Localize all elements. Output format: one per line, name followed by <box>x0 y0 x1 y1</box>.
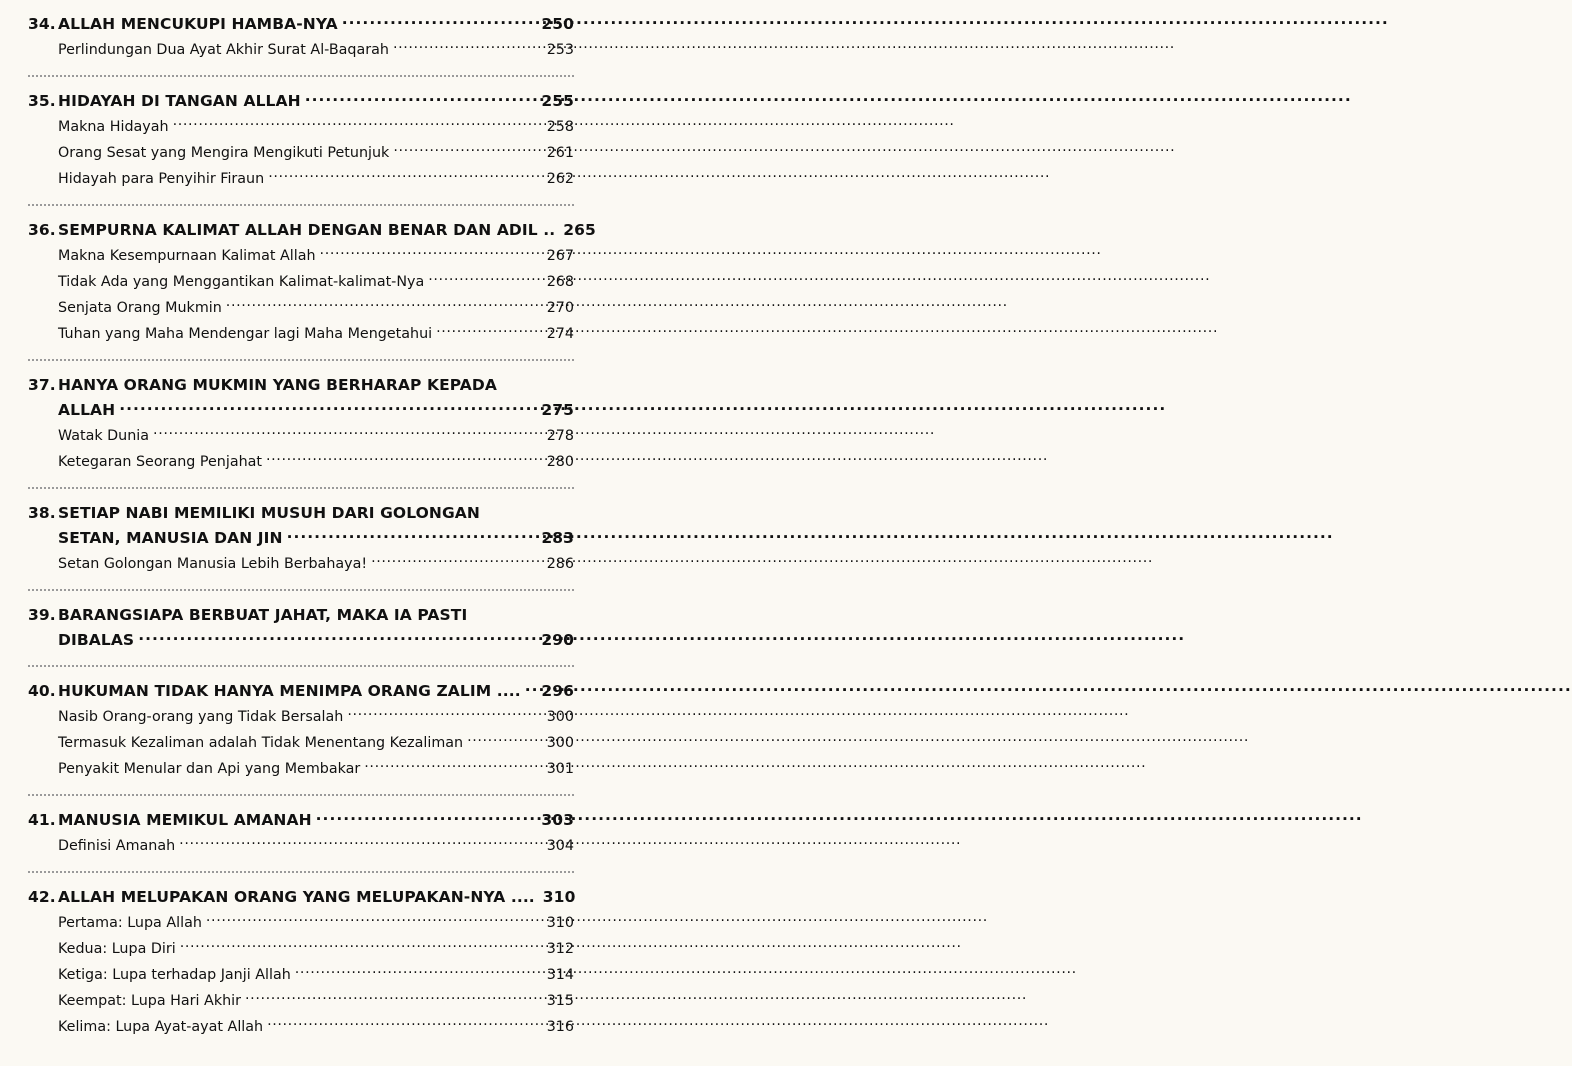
toc-subentry[interactable] <box>58 449 574 475</box>
dot-leader <box>305 91 538 107</box>
dot-leader <box>525 681 538 697</box>
subentry-title: Makna Kesempurnaan Kalimat Allah <box>58 248 316 264</box>
subentry-page-number: 316 <box>546 1019 574 1035</box>
toc-chapter <box>28 89 574 206</box>
subentry-page-number: 253 <box>546 42 574 58</box>
dot-leader <box>267 1017 543 1031</box>
subentry-page-number: 278 <box>546 428 574 444</box>
toc-chapter <box>28 885 574 1054</box>
chapter-number: 38. <box>28 504 56 522</box>
chapter-title: MANUSIA MEMIKUL AMANAH <box>58 811 312 829</box>
dot-leader <box>153 426 543 440</box>
chapter-page-number: 283 <box>541 529 574 547</box>
dot-leader <box>436 324 543 338</box>
chapter-number: 39. <box>28 606 56 624</box>
subentry-title: Ketegaran Seorang Penjahat <box>58 454 263 470</box>
chapter-heading[interactable] <box>28 603 574 653</box>
dot-leader <box>364 759 542 773</box>
subentry-title: Hidayah para Penyihir Firaun <box>58 171 265 187</box>
subentry-title: Kedua: Lupa Diri <box>58 941 176 957</box>
subentry-page-number: 304 <box>546 838 574 854</box>
chapter-heading[interactable] <box>28 501 574 551</box>
dot-leader <box>342 14 538 30</box>
chapter-title: HUKUMAN TIDAK HANYA MENIMPA ORANG ZALIM .... <box>58 682 521 700</box>
chapter-page-number: 275 <box>541 401 574 419</box>
toc-chapter <box>28 679 574 796</box>
toc-chapter <box>28 218 596 361</box>
chapter-page-number: 290 <box>541 631 574 649</box>
subentry-title: Termasuk Kezaliman adalah Tidak Menentang Kezaliman <box>58 735 464 751</box>
toc-page <box>0 0 600 1035</box>
subentry-title: Makna Hidayah <box>58 119 169 135</box>
dot-leader <box>180 939 543 953</box>
subentry-page-number: 301 <box>546 761 574 777</box>
chapter-heading[interactable] <box>28 373 574 423</box>
chapter-title: ALLAH MELUPAKAN ORANG YANG MELUPAKAN-NYA .... <box>58 888 535 906</box>
dot-leader <box>173 117 543 131</box>
subentry-page-number: 310 <box>546 915 574 931</box>
chapter-page-number: 255 <box>541 92 574 110</box>
subentry-title: Setan Golongan Manusia Lebih Berbahaya! <box>58 556 368 572</box>
dot-leader <box>226 298 543 312</box>
chapter-title-line1: BARANGSIAPA BERBUAT JAHAT, MAKA IA PASTI <box>58 606 468 624</box>
subentry-title: Keempat: Lupa Hari Akhir <box>58 993 242 1009</box>
dot-leader <box>119 400 537 416</box>
toc-subentry[interactable] <box>58 321 574 347</box>
chapter-page-number: 310 <box>542 888 576 906</box>
dot-leader <box>467 733 543 747</box>
chapter-page-number: 303 <box>541 811 574 829</box>
subentry-title: Watak Dunia <box>58 428 150 444</box>
subentry-title: Orang Sesat yang Mengira Mengikuti Petunjuk <box>58 145 390 161</box>
dot-leader <box>371 554 543 568</box>
chapter-page-number: 250 <box>541 15 574 33</box>
subentry-title: Penyakit Menular dan Api yang Membakar <box>58 761 361 777</box>
chapter-title: SEMPURNA KALIMAT ALLAH DENGAN BENAR DAN ADIL .. <box>58 221 556 239</box>
chapter-title-line1: SETIAP NABI MEMILIKI MUSUH DARI GOLONGAN <box>58 504 480 522</box>
subentry-title: Perlindungan Dua Ayat Akhir Surat Al-Baqarah <box>58 42 389 58</box>
dot-leader <box>393 143 542 157</box>
chapter-title: HIDAYAH DI TANGAN ALLAH <box>58 92 301 110</box>
toc-chapter <box>28 12 574 77</box>
subentry-page-number: 262 <box>546 171 574 187</box>
dot-leader <box>316 810 538 826</box>
subentry-title: Kelima: Lupa Ayat-ayat Allah <box>58 1019 264 1035</box>
dot-leader <box>266 452 543 466</box>
chapter-number: 40. <box>28 682 56 700</box>
chapter-number: 37. <box>28 376 56 394</box>
toc-chapter <box>28 501 574 591</box>
subentry-page-number: 261 <box>546 145 574 161</box>
subentry-title: Tuhan yang Maha Mendengar lagi Maha Mengetahui <box>58 326 433 342</box>
toc-chapter <box>28 603 574 667</box>
toc-chapter <box>28 808 574 873</box>
dot-leader <box>287 528 538 544</box>
subentry-page-number: 312 <box>546 941 574 957</box>
dot-leader <box>295 965 543 979</box>
dot-leader <box>428 272 542 286</box>
subentry-page-number: 300 <box>546 735 574 751</box>
toc-subentry[interactable] <box>58 37 574 63</box>
subentry-page-number: 268 <box>546 274 574 290</box>
chapter-number: 42. <box>28 888 56 906</box>
dot-leader <box>245 991 543 1005</box>
toc-subentry[interactable] <box>58 1014 574 1040</box>
dot-leader <box>206 913 543 927</box>
chapter-number: 34. <box>28 15 56 33</box>
toc-subentry[interactable] <box>58 551 574 577</box>
subentry-page-number: 270 <box>546 300 574 316</box>
subentry-page-number: 314 <box>546 967 574 983</box>
chapter-title-line1: HANYA ORANG MUKMIN YANG BERHARAP KEPADA <box>58 376 497 394</box>
chapter-number: 41. <box>28 811 56 829</box>
chapter-title-line2: DIBALAS <box>58 631 135 649</box>
subentry-page-number: 315 <box>546 993 574 1009</box>
subentry-title: Tidak Ada yang Menggantikan Kalimat-kalimat-Nya <box>58 274 425 290</box>
subentry-title: Pertama: Lupa Allah <box>58 915 202 931</box>
toc-subentry[interactable] <box>58 166 574 192</box>
dot-leader <box>393 40 543 54</box>
subentry-title: Senjata Orang Mukmin <box>58 300 222 316</box>
chapter-title: ALLAH MENCUKUPI HAMBA-NYA <box>58 15 338 33</box>
subentry-page-number: 274 <box>546 326 574 342</box>
subentry-title: Ketiga: Lupa terhadap Janji Allah <box>58 967 291 983</box>
subentry-title: Definisi Amanah <box>58 838 176 854</box>
subentry-page-number: 300 <box>546 709 574 725</box>
table-of-contents <box>28 12 596 1066</box>
chapter-title-line2: SETAN, MANUSIA DAN JIN <box>58 529 283 547</box>
toc-chapter <box>28 373 574 489</box>
dot-leader <box>347 707 542 721</box>
dot-leader <box>179 836 543 850</box>
chapter-number: 36. <box>28 221 56 239</box>
toc-subentry[interactable] <box>58 833 574 859</box>
subentry-page-number: 286 <box>546 556 574 572</box>
subentry-page-number: 258 <box>546 119 574 135</box>
subentry-page-number: 267 <box>546 248 574 264</box>
subentry-title: Nasib Orang-orang yang Tidak Bersalah <box>58 709 344 725</box>
chapter-page-number: 296 <box>541 682 574 700</box>
chapter-title-line2: ALLAH <box>58 401 116 419</box>
chapter-number: 35. <box>28 92 56 110</box>
chapter-page-number: 265 <box>563 221 596 239</box>
dot-leader <box>320 246 543 260</box>
subentry-page-number: 280 <box>546 454 574 470</box>
dot-leader <box>138 630 537 646</box>
dot-leader <box>268 169 543 183</box>
toc-subentry[interactable] <box>58 756 574 782</box>
